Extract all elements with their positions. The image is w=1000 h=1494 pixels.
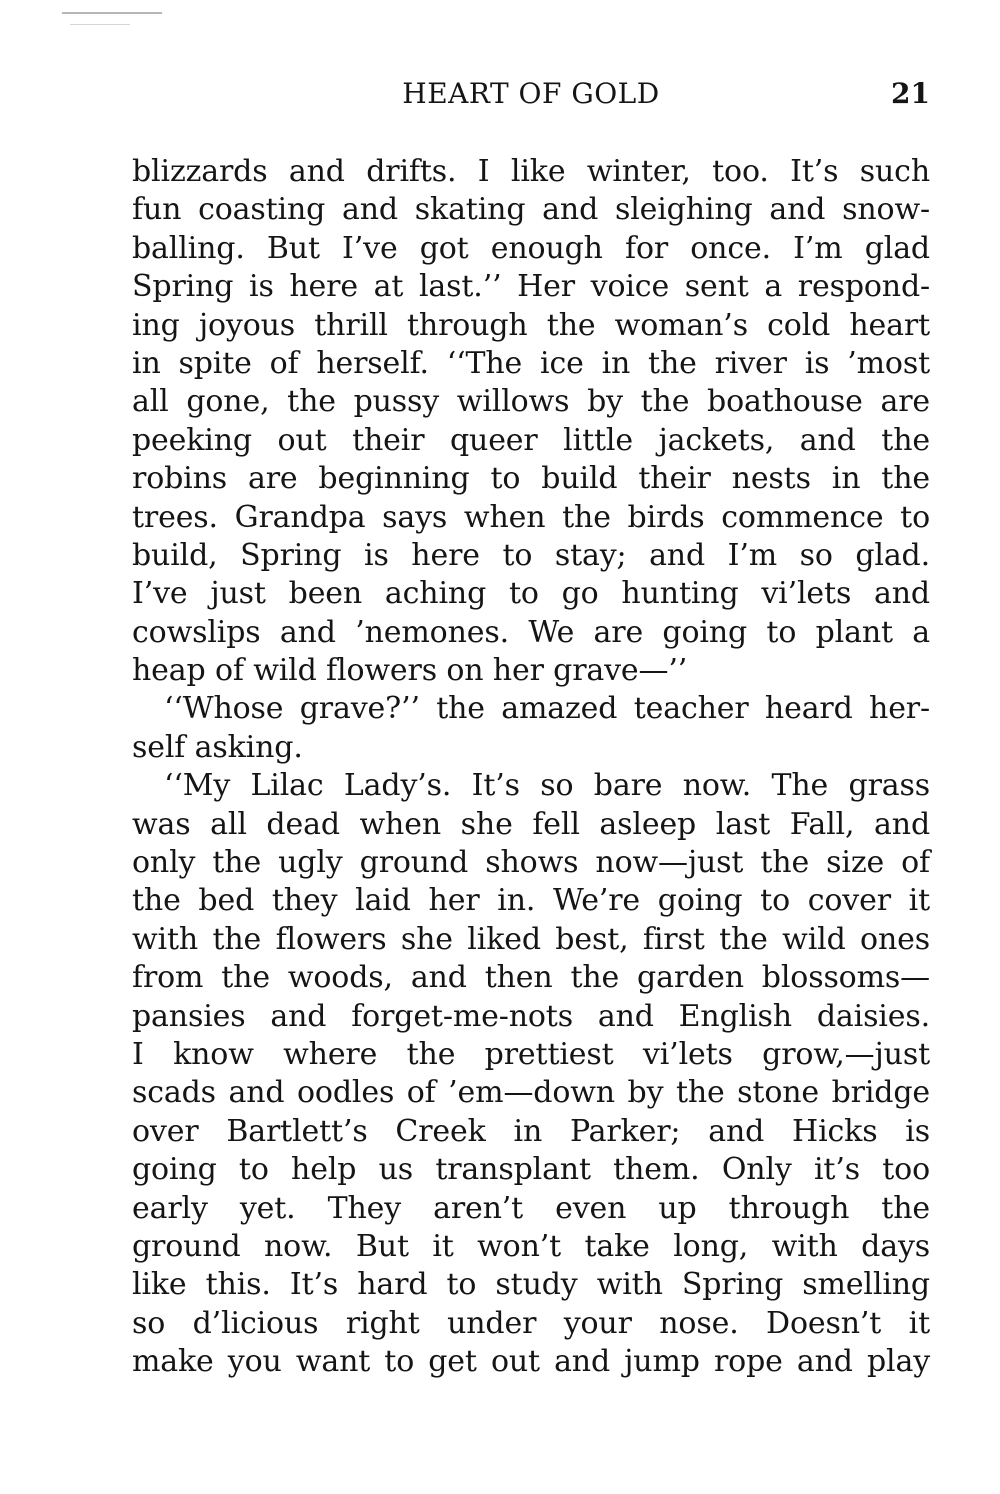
text-line: scads and oodles of ’em—down by the stone bridge — [132, 1075, 930, 1111]
running-title: HEART OF GOLD — [402, 77, 660, 110]
page-header — [132, 74, 930, 114]
text-line: early yet. They aren’t even up through the — [132, 1190, 930, 1226]
text-line: heap of wild flowers on her grave—’’ — [132, 653, 688, 689]
text-line: trees. Grandpa says when the birds commence to — [132, 499, 930, 535]
text-line: going to help us transplant them. Only it’s too — [132, 1152, 930, 1188]
scan-speck-mark — [62, 12, 162, 14]
text-line: in spite of herself. ‘‘The ice in the river is ’most — [132, 345, 930, 381]
text-line: ing joyous thrill through the woman’s cold heart — [132, 307, 930, 343]
text-line: over Bartlett’s Creek in Parker; and Hicks is — [132, 1113, 930, 1149]
text-line: self asking. — [132, 729, 303, 765]
text-line: ‘‘My Lilac Lady’s. It’s so bare now. The grass — [164, 768, 930, 804]
text-line: I’ve just been aching to go hunting vi’lets and — [132, 576, 930, 612]
text-line: the bed they laid her in. We’re going to cover it — [132, 883, 930, 919]
body-text — [132, 153, 930, 1382]
text-line: peeking out their queer little jackets, and the — [132, 422, 930, 458]
text-line: with the flowers she liked best, first the wild ones — [132, 921, 930, 957]
text-line: ground now. But it won’t take long, with days — [132, 1228, 930, 1264]
text-line: build, Spring is here to stay; and I’m so glad. — [132, 537, 930, 573]
page-number: 21 — [891, 77, 930, 110]
scan-speck-mark — [70, 24, 130, 25]
text-line: all gone, the pussy willows by the boathouse are — [132, 384, 930, 420]
text-line: Spring is here at last.’’ Her voice sent a respond- — [132, 269, 930, 305]
text-line: balling. But I’ve got enough for once. I’m glad — [132, 230, 930, 266]
text-line: I know where the prettiest vi’lets grow,—just — [132, 1036, 930, 1072]
text-line: make you want to get out and jump rope and play — [132, 1344, 930, 1380]
text-line: blizzards and drifts. I like winter, too. It’s such — [132, 154, 930, 189]
text-line: from the woods, and then the garden blossoms— — [132, 960, 930, 996]
text-line: was all dead when she fell asleep last Fall, and — [132, 806, 930, 842]
text-line: fun coasting and skating and sleighing and snow- — [132, 192, 930, 228]
text-line: only the ugly ground shows now—just the size of — [132, 845, 930, 881]
text-line: robins are beginning to build their nests in the — [132, 461, 930, 497]
text-line: ‘‘Whose grave?’’ the amazed teacher heard her- — [164, 691, 930, 727]
text-line: so d’licious right under your nose. Doesn’t it — [132, 1305, 930, 1341]
text-line: like this. It’s hard to study with Spring smelling — [132, 1267, 930, 1303]
text-line: pansies and forget-me-nots and English daisies. — [132, 998, 930, 1034]
text-line: cowslips and ’nemones. We are going to plant a — [132, 614, 930, 650]
